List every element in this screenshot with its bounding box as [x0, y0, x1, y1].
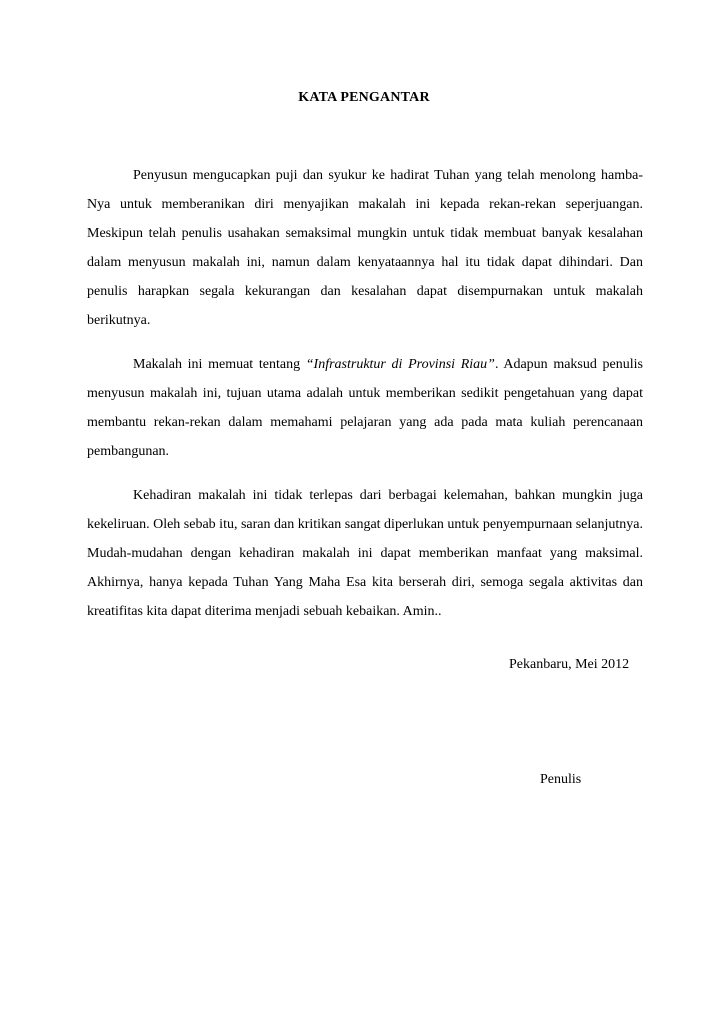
- paragraph-2: [87, 350, 643, 466]
- paragraph-2-italic-title: “Infrastruktur di Provinsi Riau”: [305, 357, 495, 372]
- paragraph-2-prefix: Makalah ini memuat tentang: [133, 357, 306, 372]
- paragraph-2-suffix: . Adapun maksud penulis menyusun makalah ini, tujuan utama adalah untuk memberikan sedikit pengetahuan yang dapat membantu rekan-rekan dalam memahami pelajaran yang ada pada mata kuliah perencanaan pembangunan.: [87, 357, 643, 459]
- paragraph-1: Penyusun mengucapkan puji dan syukur ke hadirat Tuhan yang telah menolong hamba-Nya untuk memberanikan diri menyajikan makalah ini kepada rekan-rekan seperjuangan. Meskipun telah penulis usahakan semaksimal mungkin untuk tidak membuat banyak kesalahan dalam menyusun makalah ini, namun dalam kenyataannya hal itu tidak dapat dihindari. Dan penulis harapkan segala kekurangan dan kesalahan dapat disempurnakan untuk makalah berikutnya.: [87, 168, 643, 328]
- place-date: Pekanbaru, Mei 2012: [509, 657, 630, 672]
- page-title: KATA PENGANTAR: [298, 90, 430, 105]
- body-text: [87, 161, 643, 641]
- signer-name: Penulis: [540, 772, 582, 787]
- paragraph-3: Kehadiran makalah ini tidak terlepas dari berbagai kelemahan, bahkan mungkin juga kekeliruan. Oleh sebab itu, saran dan kritikan sangat diperlukan untuk penyempurnaan selanjutnya. Mudah-mudahan dengan kehadiran makalah ini dapat memberikan manfaat yang maksimal. Akhirnya, hanya kepada Tuhan Yang Maha Esa kita berserah diri, semoga segala aktivitas dan kreatifitas kita dapat diterima menjadi sebuah kebaikan. Amin..: [87, 488, 643, 619]
